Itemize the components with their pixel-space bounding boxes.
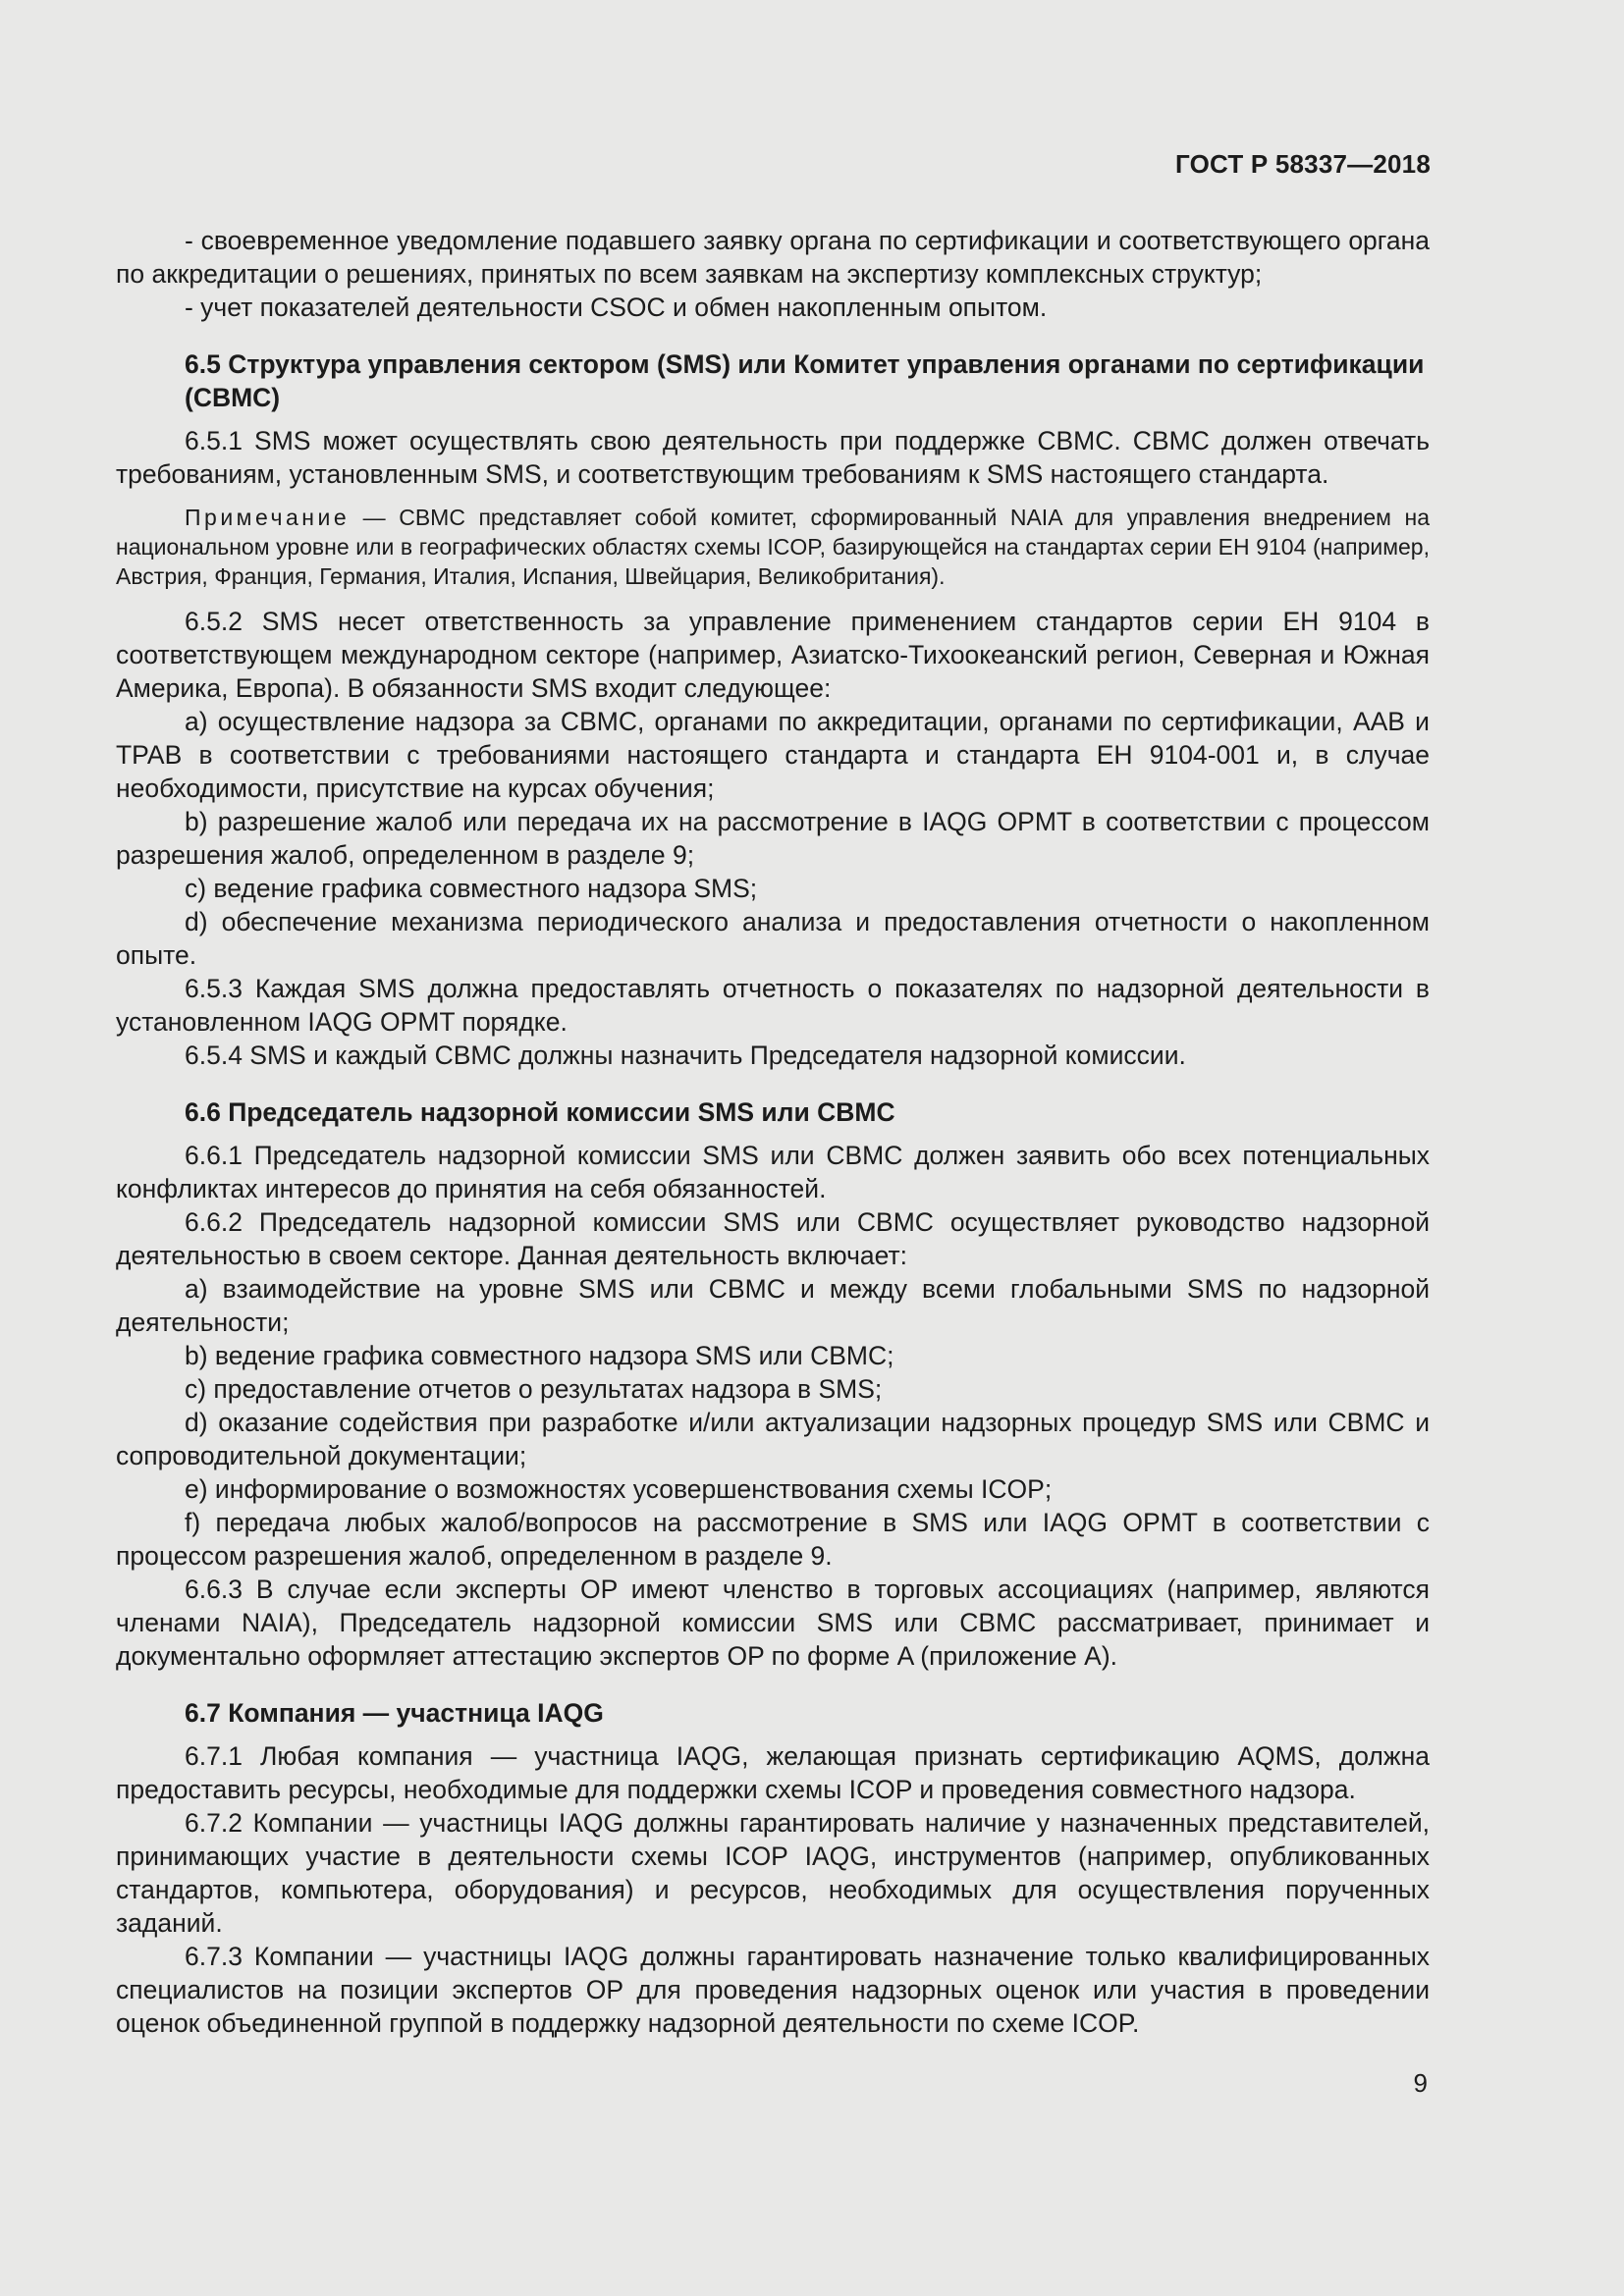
paragraph-6-5-2: 6.5.2 SMS несет ответственность за управление применением стандартов серии ЕН 9104 в соответствующем международном секторе (например, Азиатско-Тихоокеанский регион, Северная и Южная Америка, Европа). В обязанности SMS входит следующее:	[116, 607, 1430, 703]
list-item: c) предоставление отчетов о результатах надзора в SMS;	[185, 1374, 883, 1404]
list-item: a) осуществление надзора за CBMC, органами по аккредитации, органами по сертификации, AAB и TPAB в соответствии с требованиями настоящего стандарта и стандарта ЕН 9104-001 и, в случае необходимости, присутствие на курсах обучения;	[116, 707, 1430, 803]
paragraph-6-5-3: 6.5.3 Каждая SMS должна предоставлять отчетность о показателях по надзорной деятельности в установленном IAQG OPMT порядке.	[116, 974, 1430, 1037]
paragraph-6-7-3: 6.7.3 Компании — участницы IAQG должны гарантировать назначение только квалифицированных специалистов на позиции экспертов OP для проведения надзорных оценок или участия в проведении оценок объединенной группой в поддержку надзорной деятельности по схеме ICOP.	[116, 1942, 1430, 2038]
note-label: Примечание	[185, 505, 351, 530]
paragraph-6-6-3: 6.6.3 В случае если эксперты OP имеют членство в торговых ассоциациях (например, являются членами NAIA), Председатель надзорной комиссии SMS или CBMC рассматривает, принимает и документально оформляет аттестацию экспертов OP по форме A (приложение A).	[116, 1575, 1430, 1671]
list-item: - учет показателей деятельности CSOC и обмен накопленным опытом.	[185, 293, 1048, 322]
list-item: d) оказание содействия при разработке и/или актуализации надзорных процедур SMS или CBMC и сопроводительной документации;	[116, 1408, 1430, 1470]
paragraph-6-7-1: 6.7.1 Любая компания — участница IAQG, желающая признать сертификацию AQMS, должна предоставить ресурсы, необходимые для поддержки схемы ICOP и проведения совместного надзора.	[116, 1741, 1430, 1804]
paragraph-6-5-1: 6.5.1 SMS может осуществлять свою деятельность при поддержке CBMC. CBMC должен отвечать требованиям, установленным SMS, и соответствующим требованиям к SMS настоящего стандарта.	[116, 426, 1430, 489]
list-item: - своевременное уведомление подавшего заявку органа по сертификации и соответствующего органа по аккредитации о решениях, принятых по всем заявкам на экспертизу комплексных структур;	[116, 226, 1430, 289]
note-text: — CBMC представляет собой комитет, сформированный NAIA для управления внедрением на национальном уровне или в географических областях схемы ICOP, базирующейся на стандартах серии ЕН 9104 (например, Австрия, Франция, Германия, Италия, Испания, Швейцария, Великобритания).	[116, 505, 1430, 589]
list-item: f) передача любых жалоб/вопросов на рассмотрение в SMS или IAQG OPMT в соответствии с процессом разрешения жалоб, определенном в разделе 9.	[116, 1508, 1430, 1571]
list-item: c) ведение графика совместного надзора SMS;	[185, 874, 758, 903]
document-body	[116, 224, 1430, 2040]
section-heading-6-5: 6.5 Структура управления сектором (SMS) или Комитет управления органами по сертификации (CBMC)	[185, 349, 1425, 412]
section-heading-6-6: 6.6 Председатель надзорной комиссии SMS или CBMC	[185, 1097, 895, 1127]
paragraph-6-6-2: 6.6.2 Председатель надзорной комиссии SMS или CBMC осуществляет руководство надзорной деятельностью в своем секторе. Данная деятельность включает:	[116, 1207, 1430, 1270]
list-item: a) взаимодействие на уровне SMS или CBMC и между всеми глобальными SMS по надзорной деятельности;	[116, 1274, 1430, 1337]
list-item: b) разрешение жалоб или передача их на рассмотрение в IAQG OPMT в соответствии с процессом разрешения жалоб, определенном в разделе 9;	[116, 807, 1430, 870]
paragraph-6-5-4: 6.5.4 SMS и каждый CBMC должны назначить Председателя надзорной комиссии.	[185, 1041, 1186, 1070]
section-heading-6-7: 6.7 Компания — участница IAQG	[185, 1698, 604, 1728]
list-item: e) информирование о возможностях усовершенствования схемы ICOP;	[185, 1474, 1053, 1504]
list-item: d) обеспечение механизма периодического анализа и предоставления отчетности о накопленном опыте.	[116, 907, 1430, 970]
paragraph-6-6-1: 6.6.1 Председатель надзорной комиссии SMS или CBMC должен заявить обо всех потенциальных конфликтах интересов до принятия на себя обязанностей.	[116, 1141, 1430, 1203]
paragraph-6-7-2: 6.7.2 Компании — участницы IAQG должны гарантировать наличие у назначенных представителей, принимающих участие в деятельности схемы ICOP IAQG, инструментов (например, опубликованных стандартов, компьютера, оборудования) и ресурсов, необходимых для осуществления порученных заданий.	[116, 1808, 1430, 1938]
list-item: b) ведение графика совместного надзора SMS или CBMC;	[185, 1341, 894, 1370]
note-paragraph	[116, 503, 1430, 591]
document-code-header: ГОСТ Р 58337—2018	[1175, 149, 1431, 179]
page-number: 9	[1413, 2068, 1428, 2098]
